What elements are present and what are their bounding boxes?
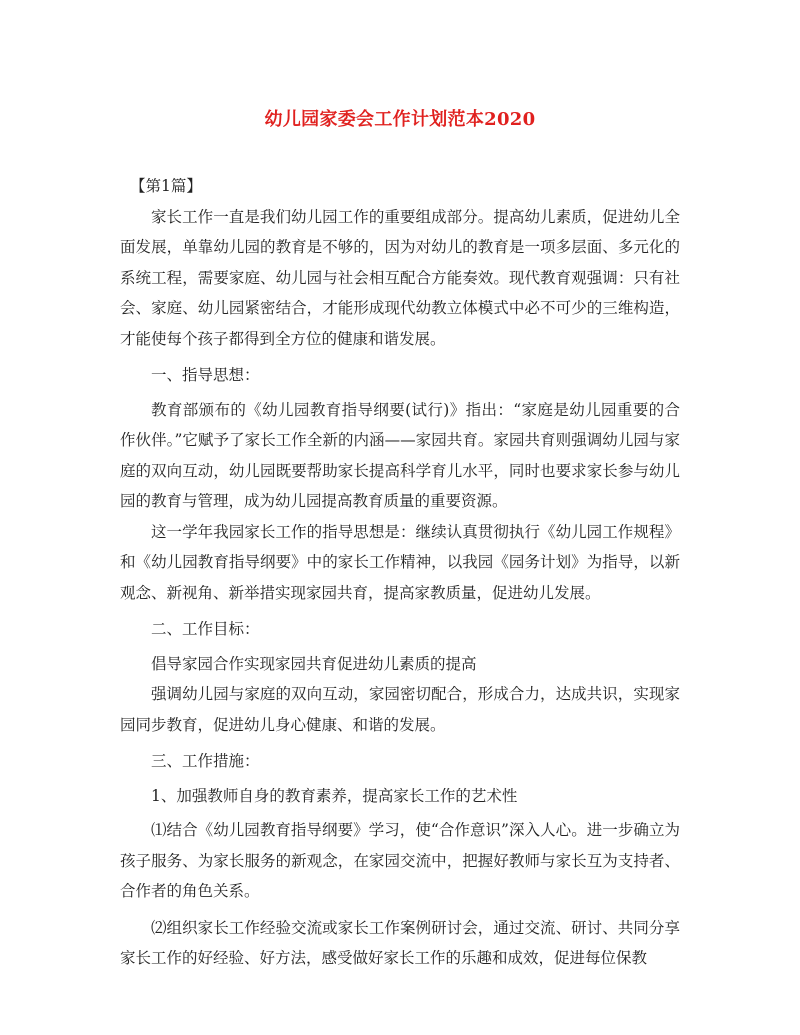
- document-body: [120, 171, 680, 974]
- work-goals-paragraph-2: 强调幼儿园与家庭的双向互动，家园密切配合，形成合力，达成共识，实现家园同步教育，促进幼儿身心健康、和谐的发展。: [120, 685, 680, 734]
- section-heading-work-goals: 二、工作目标：: [151, 620, 260, 638]
- measure-item-1: 1、加强教师自身的教育素养，提高家长工作的艺术性: [151, 786, 518, 805]
- section-heading-guiding-thought: 一、指导思想：: [151, 366, 260, 384]
- intro-paragraph: 家长工作一直是我们幼儿园工作的重要组成部分。提高幼儿素质，促进幼儿全面发展，单靠幼儿园的教育是不够的，因为对幼儿的教育是一项多层面、多元化的系统工程，需要家庭、幼儿园与社会相互配合方能奏效。现代教育观强调：只有社会、家庭、幼儿园紧密结合，才能形成现代幼教立体模式中必不可少的三维构造，才能使每个孩子都得到全方位的健康和谐发展。: [120, 207, 680, 348]
- work-goals-paragraph-1: 倡导家园合作实现家园共育促进幼儿素质的提高: [151, 654, 477, 673]
- measure-item-1-1: ⑴结合《幼儿园教育指导纲要》学习，使“合作意识”深入人心。进一步确立为孩子服务、为家长服务的新观念，在家园交流中，把握好教师与家长互为支持者、合作者的角色关系。: [120, 821, 680, 900]
- guiding-thought-paragraph-1: 教育部颁布的《幼儿园教育指导纲要(试行)》指出：“家庭是幼儿园重要的合作伙伴。”它赋予了家长工作全新的内涵——家园共育。家园共育则强调幼儿园与家庭的双向互动，幼儿园既要帮助家长提高科学育儿水平，同时也要求家长参与幼儿园的教育与管理，成为幼儿园提高教育质量的重要资源。: [120, 400, 680, 510]
- section-heading-work-measures: 三、工作措施：: [151, 752, 260, 770]
- guiding-thought-paragraph-2: 这一学年我园家长工作的指导思想是：继续认真贯彻执行《幼儿园工作规程》和《幼儿园教育指导纲要》中的家长工作精神，以我园《园务计划》为指导，以新观念、新视角、新举措实现家园共育，提高家教质量，促进幼儿发展。: [120, 522, 680, 602]
- document-title: 幼儿园家委会工作计划范本2020: [264, 109, 536, 130]
- measure-item-1-2: ⑵组织家长工作经验交流或家长工作案例研讨会，通过交流、研讨、共同分享家长工作的好经验、好方法，感受做好家长工作的乐趣和成效，促进每位保教: [120, 918, 680, 967]
- part-label: 【第1篇】: [130, 177, 202, 195]
